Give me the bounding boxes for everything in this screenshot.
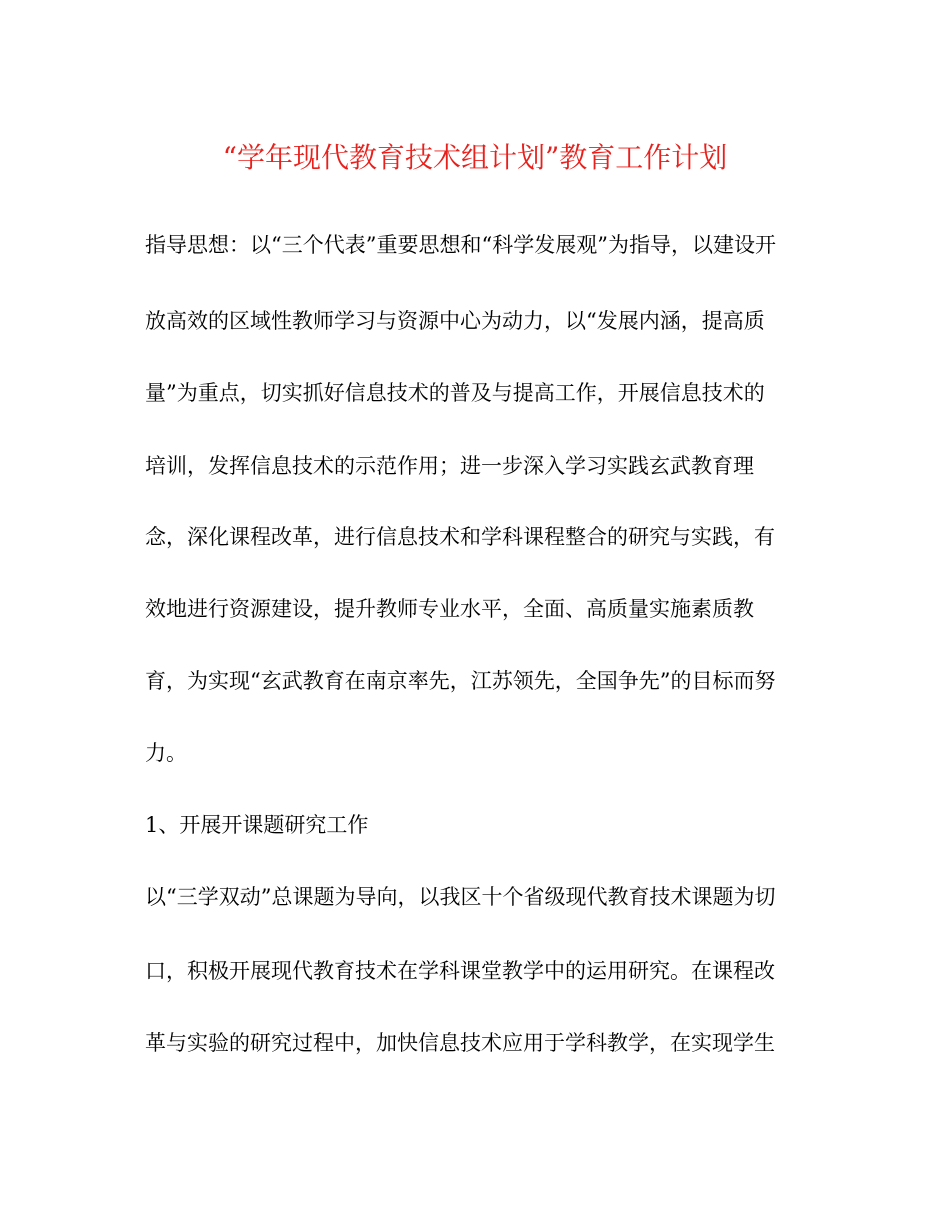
- section-heading: 1、开展开课题研究工作: [145, 813, 369, 837]
- body-line: 革与实验的研究过程中，加快信息技术应用于学科教学，在实现学生: [145, 1031, 775, 1055]
- document-title: “学年现代教育技术组计划”教育工作计划: [222, 141, 728, 174]
- body-line: 育，为实现“玄武教育在南京率先，江苏领先，全国争先”的目标而努: [145, 669, 776, 693]
- body-line: 以“三学双动”总课题为导向，以我区十个省级现代教育技术课题为切: [145, 885, 776, 909]
- body-line: 口，积极开展现代教育技术在学科课堂教学中的运用研究。在课程改: [145, 959, 775, 983]
- body-line: 培训，发挥信息技术的示范作用；进一步深入学习实践玄武教育理: [145, 454, 754, 478]
- body-line: 放高效的区域性教师学习与资源中心为动力，以“发展内涵，提高质: [145, 309, 765, 333]
- body-line: 力。: [145, 741, 187, 765]
- body-line: 效地进行资源建设，提升教师专业水平，全面、高质量实施素质教: [145, 597, 754, 621]
- body-line: 量”为重点，切实抓好信息技术的普及与提高工作，开展信息技术的: [145, 381, 765, 405]
- body-line: 念，深化课程改革，进行信息技术和学科课程整合的研究与实践，有: [145, 525, 775, 549]
- body-line: 指导思想：以“三个代表”重要思想和“科学发展观”为指导，以建设开: [145, 233, 776, 257]
